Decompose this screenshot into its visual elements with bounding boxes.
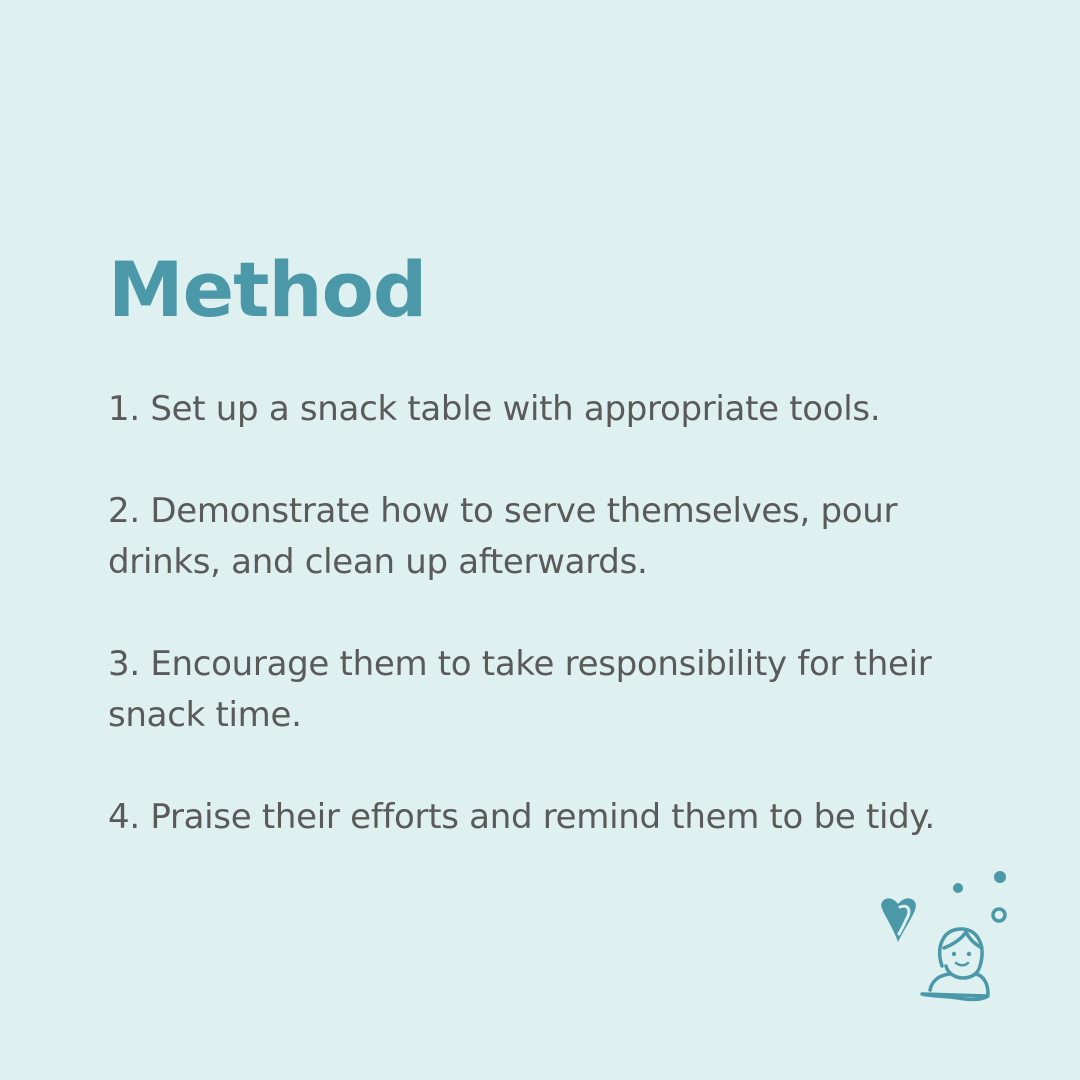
step-1: 1. Set up a snack table with appropriate tools. (108, 389, 881, 429)
child-illustration (870, 862, 1020, 1012)
heart-icon (881, 898, 916, 942)
step-3: 3. Encourage them to take responsibility for their snack time. (108, 644, 932, 735)
bubble-icon (953, 883, 963, 893)
step-4: 4. Praise their efforts and remind them to be tidy. (108, 797, 935, 837)
bubble-icon (993, 909, 1005, 921)
page-title: Method (108, 245, 427, 334)
method-steps-list (108, 384, 958, 843)
child-icon (922, 929, 988, 999)
step-2: 2. Demonstrate how to serve themselves, pour drinks, and clean up afterwards. (108, 491, 898, 582)
bubble-icon (994, 871, 1006, 883)
